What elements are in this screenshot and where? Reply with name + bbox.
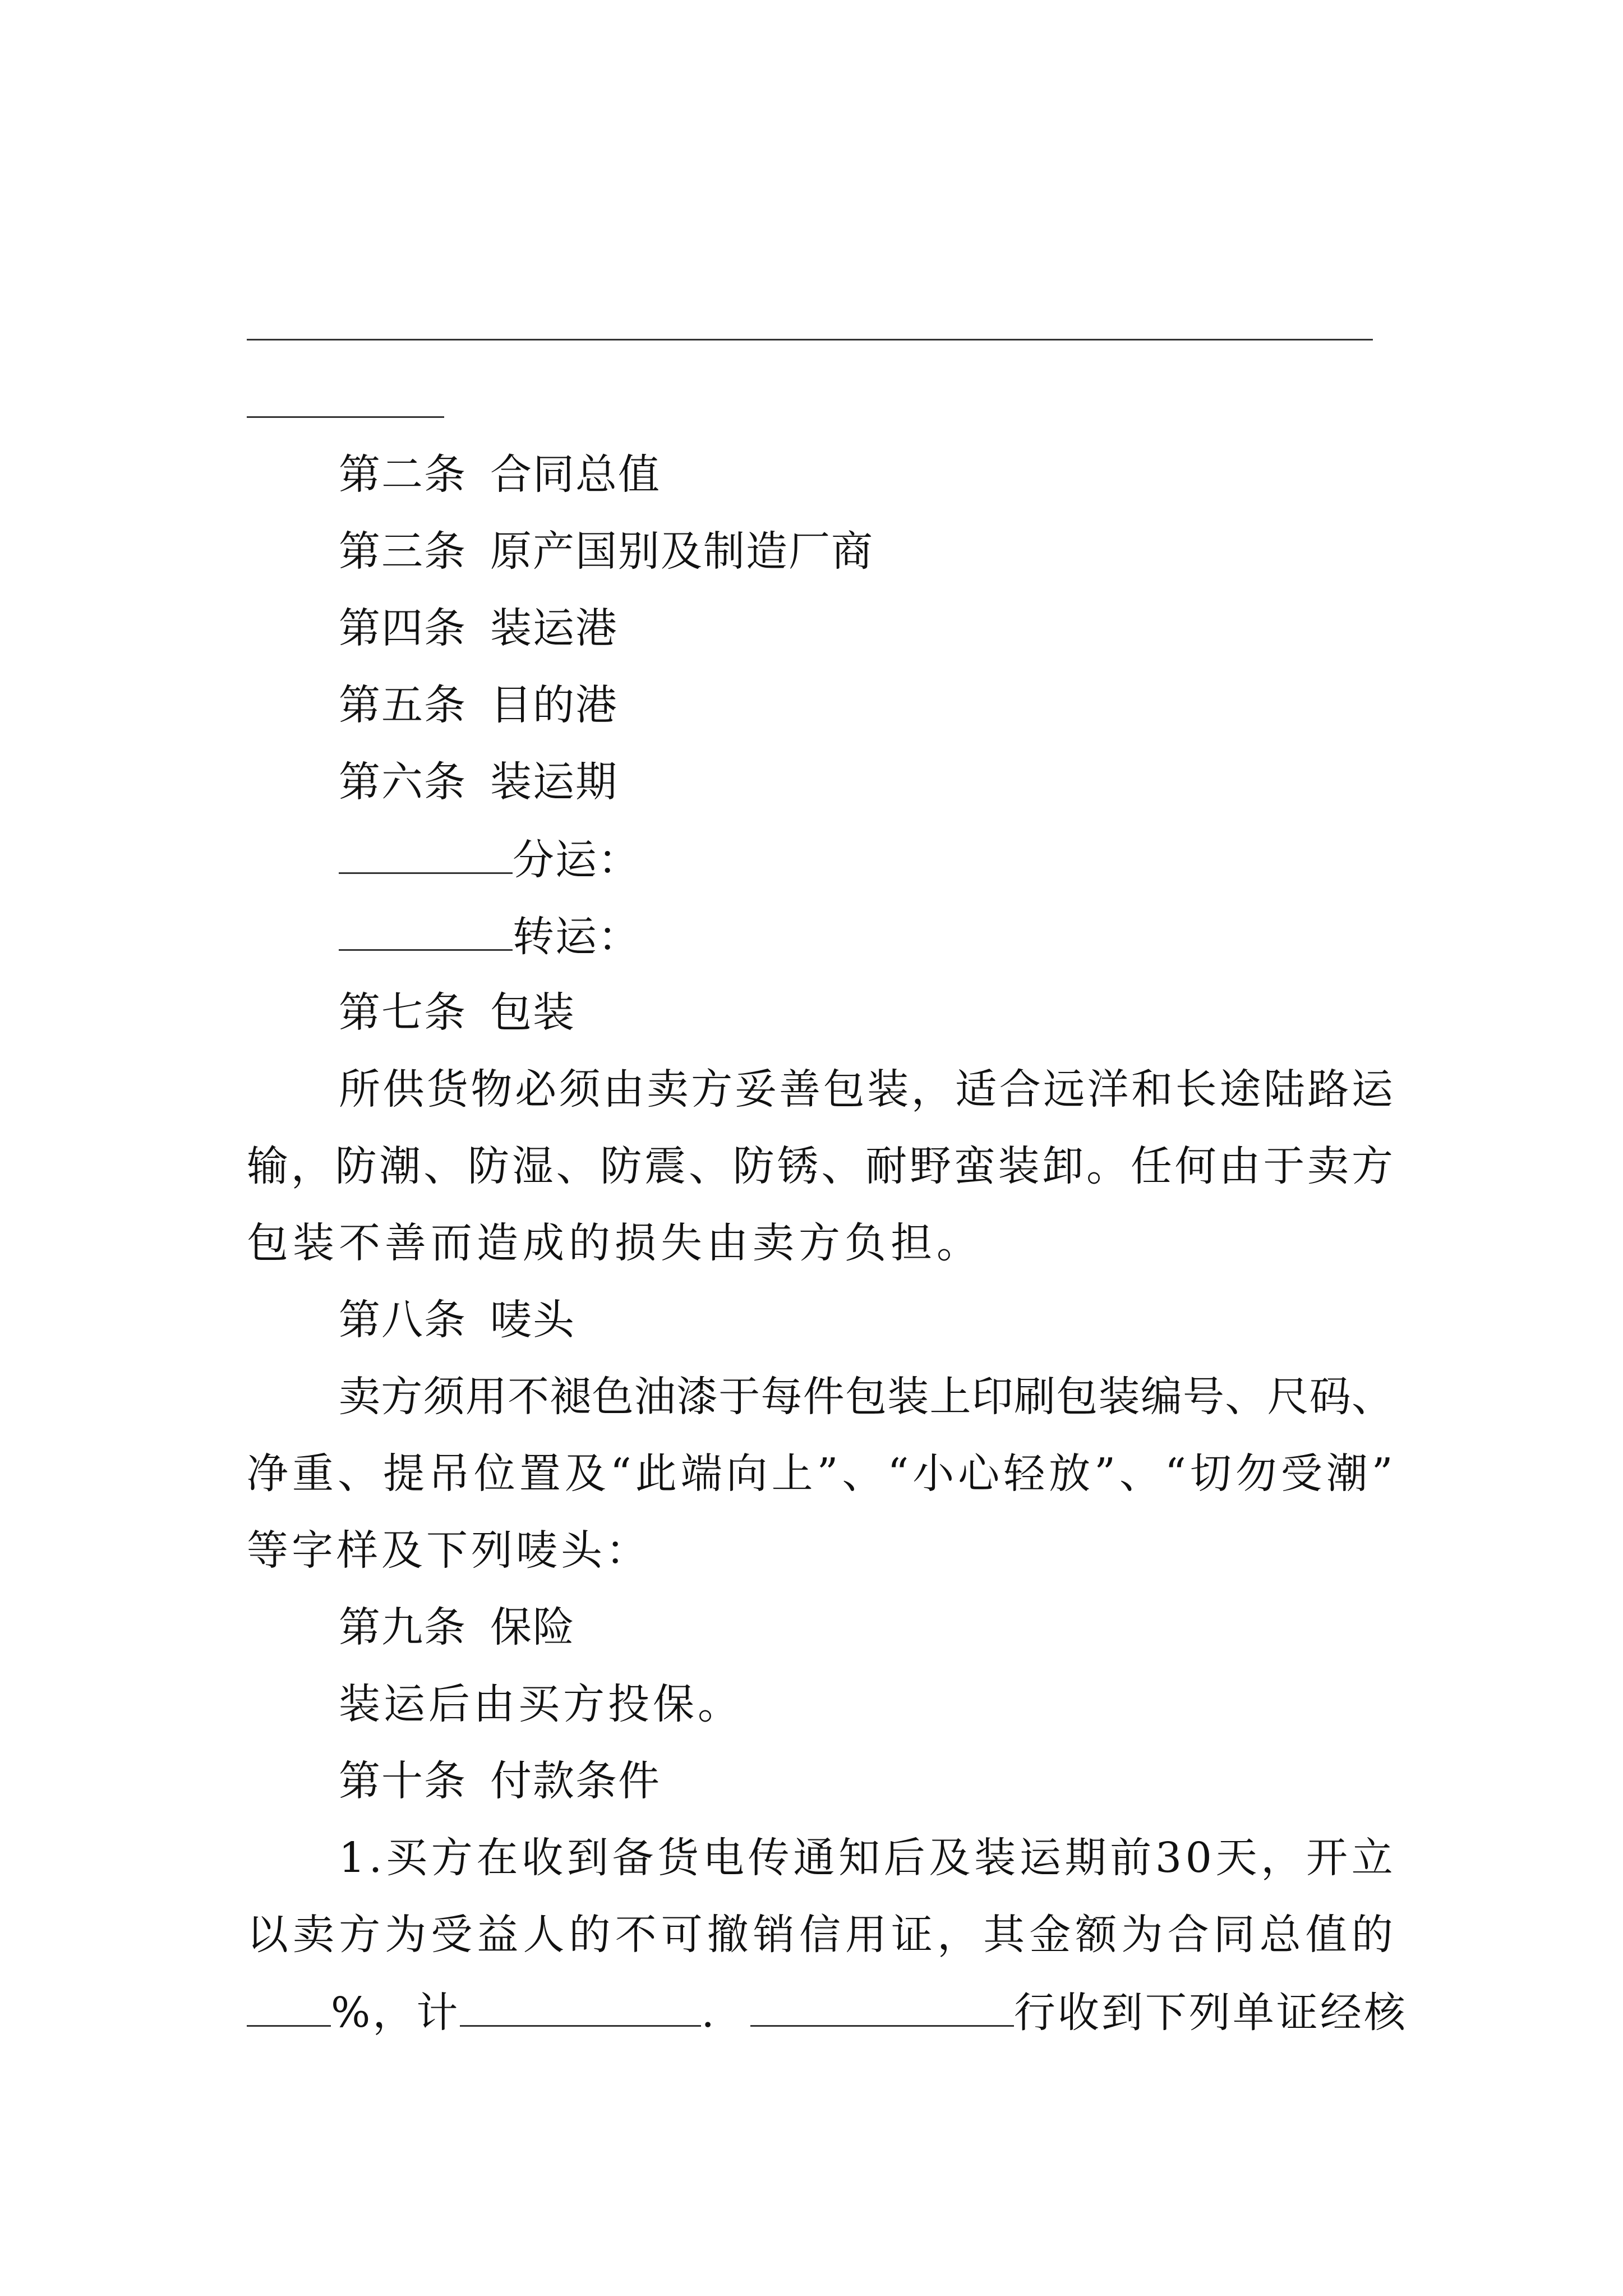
article-6-title: 装运期 [490, 758, 618, 806]
article-10-body-line-3 [247, 1984, 1408, 2040]
article-7-heading [339, 984, 575, 1041]
article-8-body-line-3: 等字样及下列唛头： [247, 1526, 651, 1575]
amount-dot: . [701, 1989, 717, 2037]
article-6-heading [339, 754, 618, 810]
transshipment-line [339, 908, 640, 964]
article-4-title: 装运港 [490, 604, 618, 652]
article-9-heading [339, 1599, 575, 1655]
article-8-body-line-2: 净 重 、 提 吊 位 置 及 “ 此 端 向 上 ” 、 “ 小 心 轻 放 ” 、 “ 切 勿 受 潮 ” [247, 1450, 1393, 1498]
blank-rule-short [247, 416, 444, 418]
article-7-number: 第七条 [339, 988, 467, 1037]
percent-blank [247, 1984, 331, 2027]
amount-blank [460, 1984, 701, 2027]
article-4-number: 第四条 [339, 604, 467, 652]
percent-label: %，计 [331, 1989, 460, 2037]
article-8-body-line-1: 卖 方 须 用 不 褪 色 油 漆 于 每 件 包 装 上 印 刷 包 装 编 号 、 尺 码 、 [339, 1373, 1393, 1421]
article-8-heading [339, 1292, 575, 1348]
article-5-number: 第五条 [339, 681, 467, 729]
article-9-number: 第九条 [339, 1603, 467, 1651]
documents-label: 行收到下列单证经核 [1013, 1989, 1408, 2037]
transshipment-blank [339, 908, 513, 951]
article-3-number: 第三条 [339, 527, 467, 576]
article-7-body-line-2: 输 ， 防 潮 、 防 湿 、 防 震 、 防 锈 、 耐 野 蛮 装 卸 。 任 何 由 于 卖 方 [247, 1142, 1393, 1190]
article-3-title: 原产国别及制造厂商 [490, 527, 874, 576]
article-10-heading [339, 1753, 661, 1809]
article-5-heading [339, 677, 618, 733]
article-4-heading [339, 600, 618, 656]
article-9-body: 装运后由买方投保。 [339, 1680, 743, 1728]
partial-shipment-blank [339, 831, 513, 874]
article-9-title: 保险 [490, 1603, 575, 1651]
article-8-title: 唛头 [490, 1296, 575, 1344]
article-7-body-line-1: 所 供 货 物 必 须 由 卖 方 妥 善 包 装 ， 适 合 远 洋 和 长 途 陆 路 运 [339, 1065, 1393, 1114]
partial-shipment-label: 分运： [513, 836, 640, 884]
article-2-title: 合同总值 [490, 450, 661, 499]
article-5-title: 目的港 [490, 681, 618, 729]
article-8-number: 第八条 [339, 1296, 467, 1344]
bank-blank [750, 1984, 1014, 2027]
article-3-heading [339, 523, 874, 579]
article-10-number: 第十条 [339, 1757, 467, 1805]
partial-shipment-line [339, 831, 640, 887]
article-6-number: 第六条 [339, 758, 467, 806]
article-10-body-line-2: 以 卖 方 为 受 益 人 的 不 可 撤 销 信 用 证 ， 其 金 额 为 合 同 总 值 的 [247, 1911, 1393, 1959]
article-10-body-line-1: 1 . 买 方 在 收 到 备 货 电 传 通 知 后 及 装 运 期 前 3 0 天 ， 开 立 [339, 1834, 1393, 1882]
article-2-number: 第二条 [339, 450, 467, 499]
blank-rule-long [247, 339, 1373, 341]
transshipment-label: 转运： [513, 913, 640, 961]
article-7-title: 包装 [490, 988, 575, 1037]
article-10-title: 付款条件 [490, 1757, 661, 1805]
article-7-body-line-3: 包装不善而造成的损失由卖方负担。 [247, 1219, 983, 1267]
article-2-heading [339, 447, 661, 503]
